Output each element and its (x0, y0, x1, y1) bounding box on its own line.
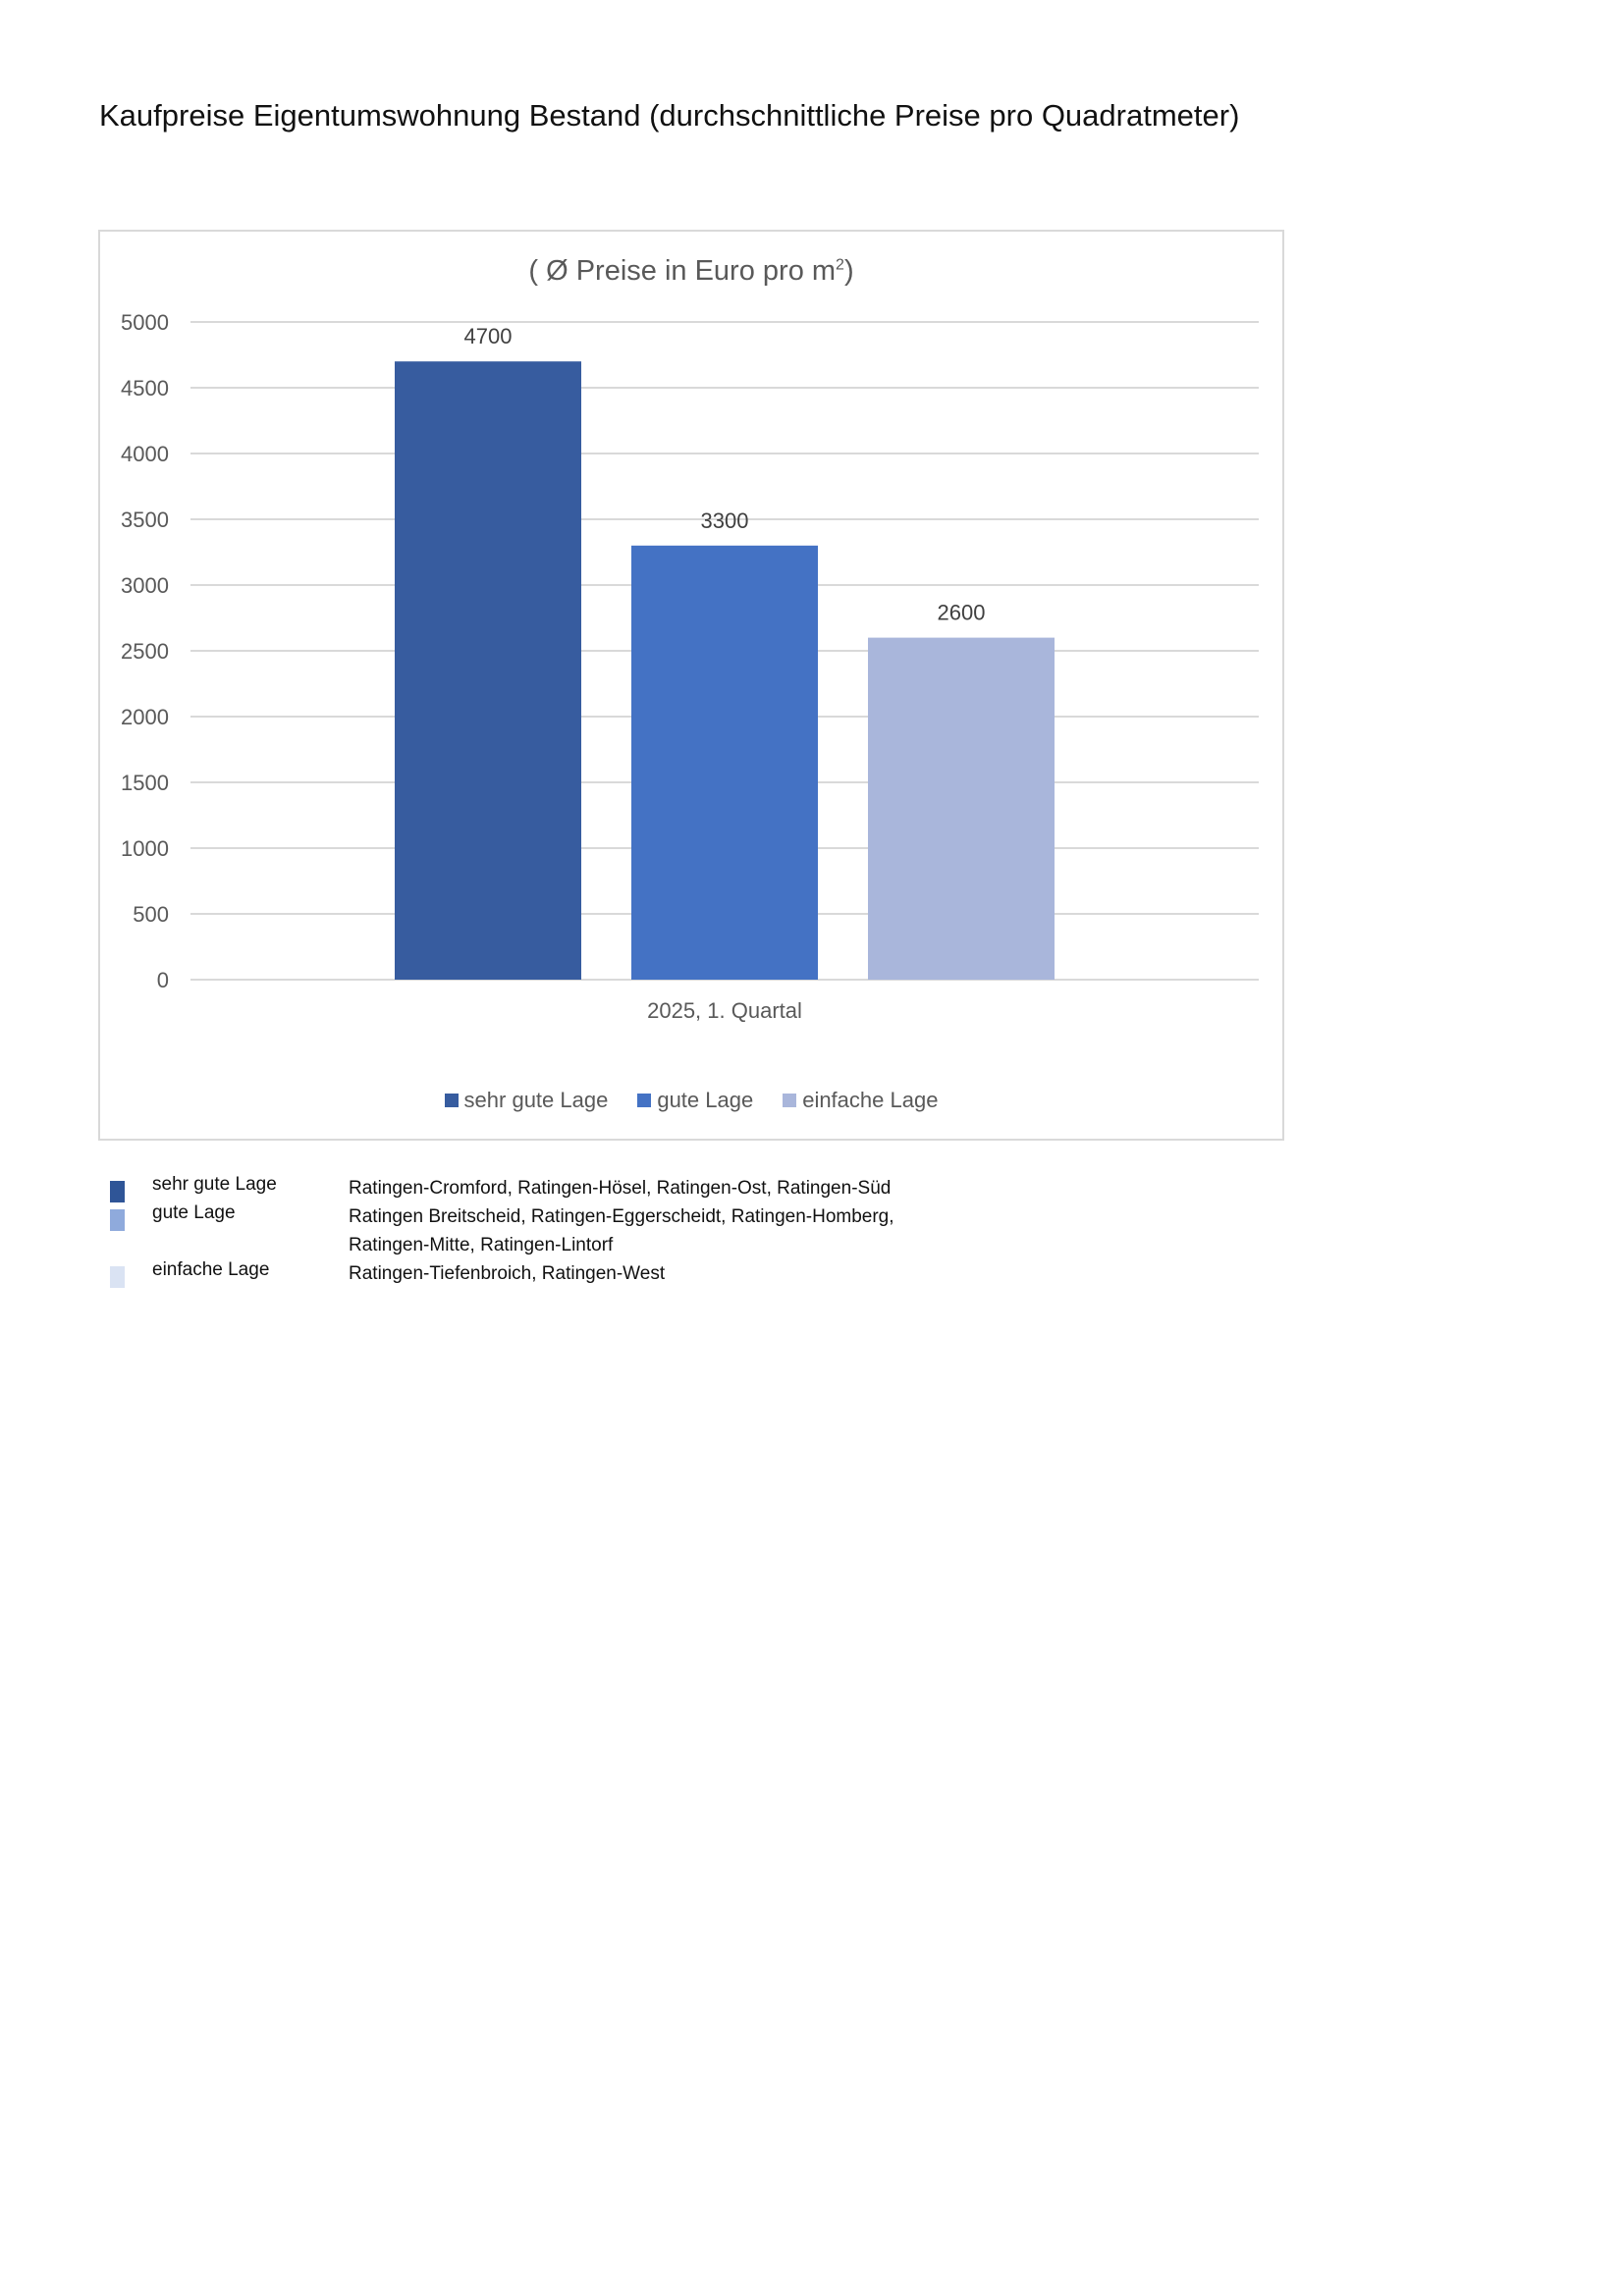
bar-einfache-Lage (868, 638, 1055, 980)
note-row (110, 1259, 994, 1288)
note-row (110, 1202, 994, 1259)
note-row (110, 1174, 994, 1202)
note-label: einfache Lage (152, 1259, 270, 1280)
bar-gute-Lage (631, 546, 818, 980)
legend-item (445, 1088, 609, 1113)
data-label: 3300 (700, 507, 749, 533)
note-swatch (110, 1181, 125, 1202)
y-tick-label: 500 (133, 902, 169, 927)
legend-label: sehr gute Lage (463, 1088, 609, 1112)
page-title: Kaufpreise Eigentumswohnung Bestand (durchschnittliche Preise pro Quadratmeter) (99, 98, 1240, 133)
legend-label: gute Lage (657, 1088, 754, 1112)
bar-sehr-gute-Lage (395, 361, 581, 980)
y-tick-label: 4500 (121, 376, 169, 400)
legend-swatch (783, 1094, 796, 1107)
chart-title-superscript: 2 (836, 256, 844, 274)
note-districts: Ratingen-Cromford, Ratingen-Hösel, Ratingen-Ost, Ratingen-Süd (349, 1178, 892, 1199)
y-tick-label: 2000 (121, 705, 169, 729)
note-districts: Ratingen-Tiefenbroich, Ratingen-West (349, 1263, 666, 1284)
y-tick-label: 3000 (121, 573, 169, 598)
note-swatch (110, 1266, 125, 1288)
y-tick-label: 3500 (121, 507, 169, 532)
legend-swatch (445, 1094, 459, 1107)
legend-label: einfache Lage (802, 1088, 939, 1112)
y-tick-label: 1500 (121, 771, 169, 795)
location-notes (110, 1174, 994, 1288)
note-districts: Ratingen Breitscheid, Ratingen-Eggerscheidt, Ratingen-Homberg, Ratingen-Mitte, Ratingen-Lintorf (349, 1206, 894, 1255)
y-tick-label: 2500 (121, 639, 169, 664)
note-label: sehr gute Lage (152, 1174, 277, 1195)
chart-frame (98, 230, 1284, 1141)
x-tick-label: 2025, 1. Quartal (647, 998, 802, 1023)
y-tick-label: 0 (156, 968, 169, 992)
y-tick-label: 4000 (121, 442, 169, 466)
legend-item (637, 1088, 753, 1113)
legend-swatch (637, 1094, 651, 1107)
chart-title: ( Ø Preise in Euro pro $m^2$) (528, 255, 854, 287)
y-tick-label: 1000 (121, 836, 169, 861)
y-tick-label: 5000 (121, 310, 169, 335)
legend-item (783, 1088, 938, 1113)
bar-chart (100, 232, 1282, 1139)
data-label: 2600 (937, 600, 986, 625)
data-label: 4700 (463, 324, 513, 349)
chart-legend (100, 1088, 1282, 1113)
note-swatch (110, 1209, 125, 1231)
note-label: gute Lage (152, 1202, 236, 1223)
